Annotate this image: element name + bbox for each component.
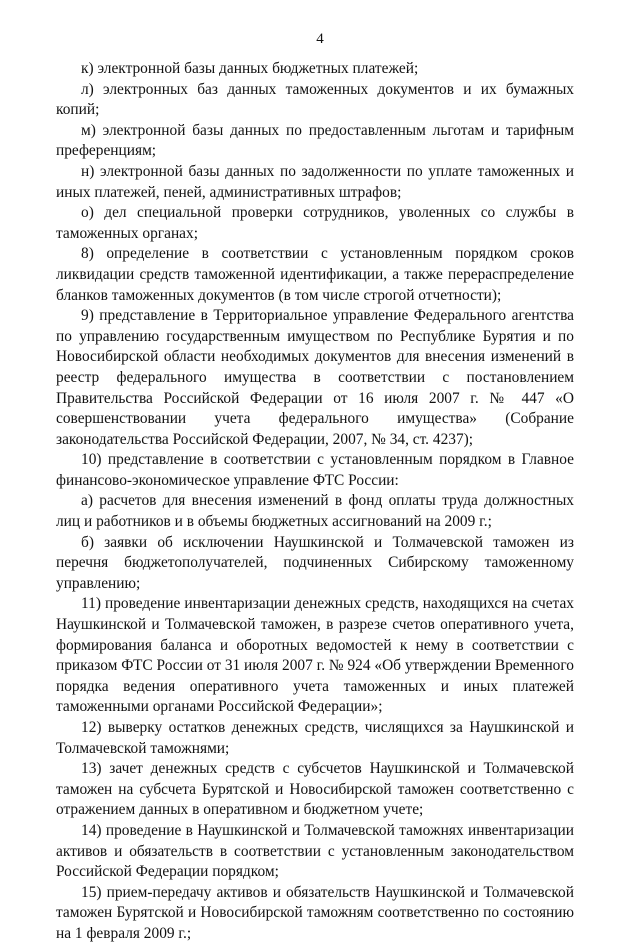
document-body <box>56 59 574 945</box>
paragraph-clause-8: 8) определение в соответствии с установленным порядком сроков ликвидации средств таможенной идентификации, а также перераспределение бланков таможенных документов (в том числе строгой отчетности); <box>56 245 574 304</box>
page-number: 4 <box>316 31 324 47</box>
paragraph-item-o: о) дел специальной проверки сотрудников, уволенных со службы в таможенных органах; <box>56 204 574 242</box>
paragraph-subitem-b: б) заявки об исключении Наушкинской и Толмачевской таможен из перечня бюджетополучателей, подчиненных Сибирскому таможенному управлению; <box>56 533 574 592</box>
paragraph-item-m: м) электронной базы данных по предоставленным льготам и тарифным преференциям; <box>56 121 574 160</box>
paragraph-clause-14: 14) проведение в Наушкинской и Толмачевской таможнях инвентаризации активов и обязательств в соответствии с установленным законодательством Российской Федерации порядком; <box>56 821 574 881</box>
paragraph-clause-10: 10) представление в соответствии с установленным порядком в Главное финансово-экономическое управление ФТС России: <box>56 451 574 489</box>
paragraph-clause-12: 12) выверку остатков денежных средств, числящихся за Наушкинской и Толмачевской таможнями; <box>56 719 574 757</box>
paragraph-item-l: л) электронных баз данных таможенных документов и их бумажных копий; <box>56 80 574 119</box>
paragraph-clause-11: 11) проведение инвентаризации денежных средств, находящихся на счетах Наушкинской и Толмачевской таможен, в разрезе счетов оперативного учета, формирования баланса и оборотных ведомостей к нему в соответствии с приказом ФТС России от 31 июля 2007 г. № 924 «Об утверждении Временного порядка ведения оперативного учета таможенных и иных платежей таможенными органами Российской Федерации»; <box>56 595 574 716</box>
paragraph-clause-13: 13) зачет денежных средств с субсчетов Наушкинской и Толмачевской таможен на субсчета Бурятской и Новосибирской таможен соответственно с отражением данных в оперативном и бюджетном учете; <box>56 760 574 819</box>
paragraph-item-n: н) электронной базы данных по задолженности по уплате таможенных и иных платежей, пеней, административных штрафов; <box>56 162 574 201</box>
paragraph-subitem-a: а) расчетов для внесения изменений в фонд оплаты труда должностных лиц и работников и в объемы бюджетных ассигнований на 2009 г.; <box>56 492 574 531</box>
paragraph-clause-9: 9) представление в Территориальное управление Федерального агентства по управлению государственным имуществом по Республике Бурятия и по Новосибирской области необходимых документов для внесения изменений в реестр федерального имущества в соответствии с постановлением Правительства Российской Федерации от 16 июля 2007 г. № 447 «О совершенствовании учета федерального имущества» (Собрание законодательства Российской Федерации, 2007, № 34, ст. 4237); <box>56 307 574 448</box>
paragraph-clause-15: 15) прием-передачу активов и обязательств Наушкинской и Толмачевской таможен Бурятской и Новосибирской таможням соответственно по состоянию на 1 февраля 2009 г.; <box>56 883 574 942</box>
paragraph-item-k: к) электронной базы данных бюджетных платежей; <box>81 60 419 77</box>
